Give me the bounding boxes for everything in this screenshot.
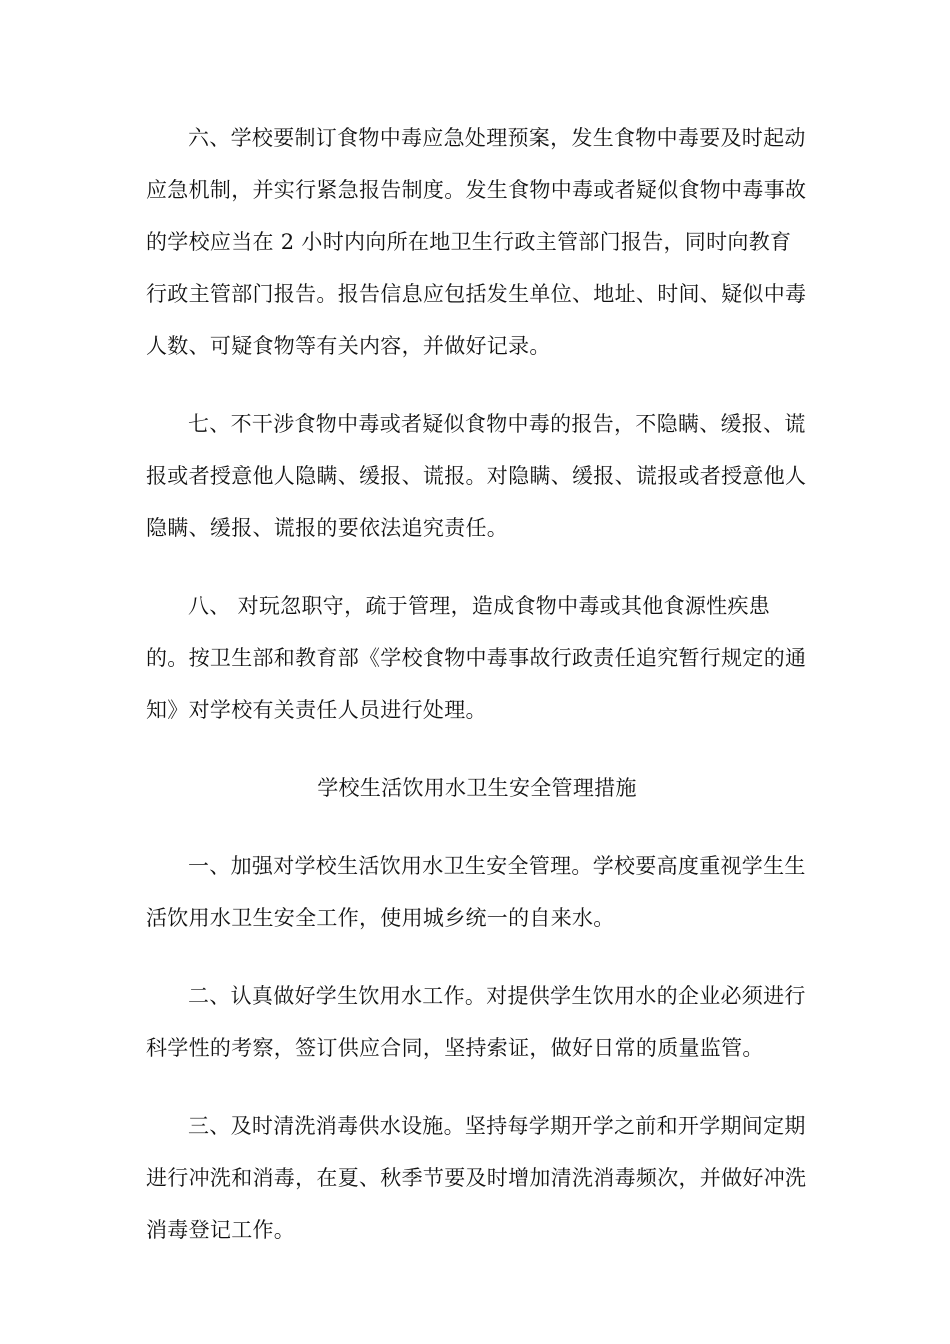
paragraph-eight: 八、 对玩忽职守，疏于管理，造成食物中毒或其他食源性疾患的。按卫生部和教育部《学校食物中毒事故行政责任追究暂行规定的通知》对学校有关责任人员进行处理。 xyxy=(146,594,807,722)
section-title: 学校生活饮用水卫生安全管理措施 xyxy=(317,776,637,800)
paragraph-seven: 七、不干涉食物中毒或者疑似食物中毒的报告，不隐瞒、缓报、谎报或者授意他人隐瞒、缓报、谎报。对隐瞒、缓报、谎报或者授意他人隐瞒、缓报、谎报的要依法追究责任。 xyxy=(146,412,807,540)
paragraph-water-two: 二、认真做好学生饮用水工作。对提供学生饮用水的企业必须进行科学性的考察，签订供应合同，坚持索证，做好日常的质量监管。 xyxy=(146,984,806,1060)
document-body xyxy=(146,112,808,1282)
paragraph-water-three: 三、及时清洗消毒供水设施。坚持每学期开学之前和开学期间定期进行冲洗和消毒，在夏、秋季节要及时增加清洗消毒频次，并做好冲洗消毒登记工作。 xyxy=(146,1114,807,1242)
paragraph-water-one: 一、加强对学校生活饮用水卫生安全管理。学校要高度重视学生生活饮用水卫生安全工作，使用城乡统一的自来水。 xyxy=(146,854,806,930)
paragraph-six: 六、学校要制订食物中毒应急处理预案，发生食物中毒要及时起动应急机制，并实行紧急报告制度。发生食物中毒或者疑似食物中毒事故的学校应当在 2 小时内向所在地卫生行政主管部门报告，同时向教育行政主管部门报告。报告信息应包括发生单位、地址、时间、疑似中毒人数、可疑食物等有关内容，并做好记录。 xyxy=(146,126,807,358)
